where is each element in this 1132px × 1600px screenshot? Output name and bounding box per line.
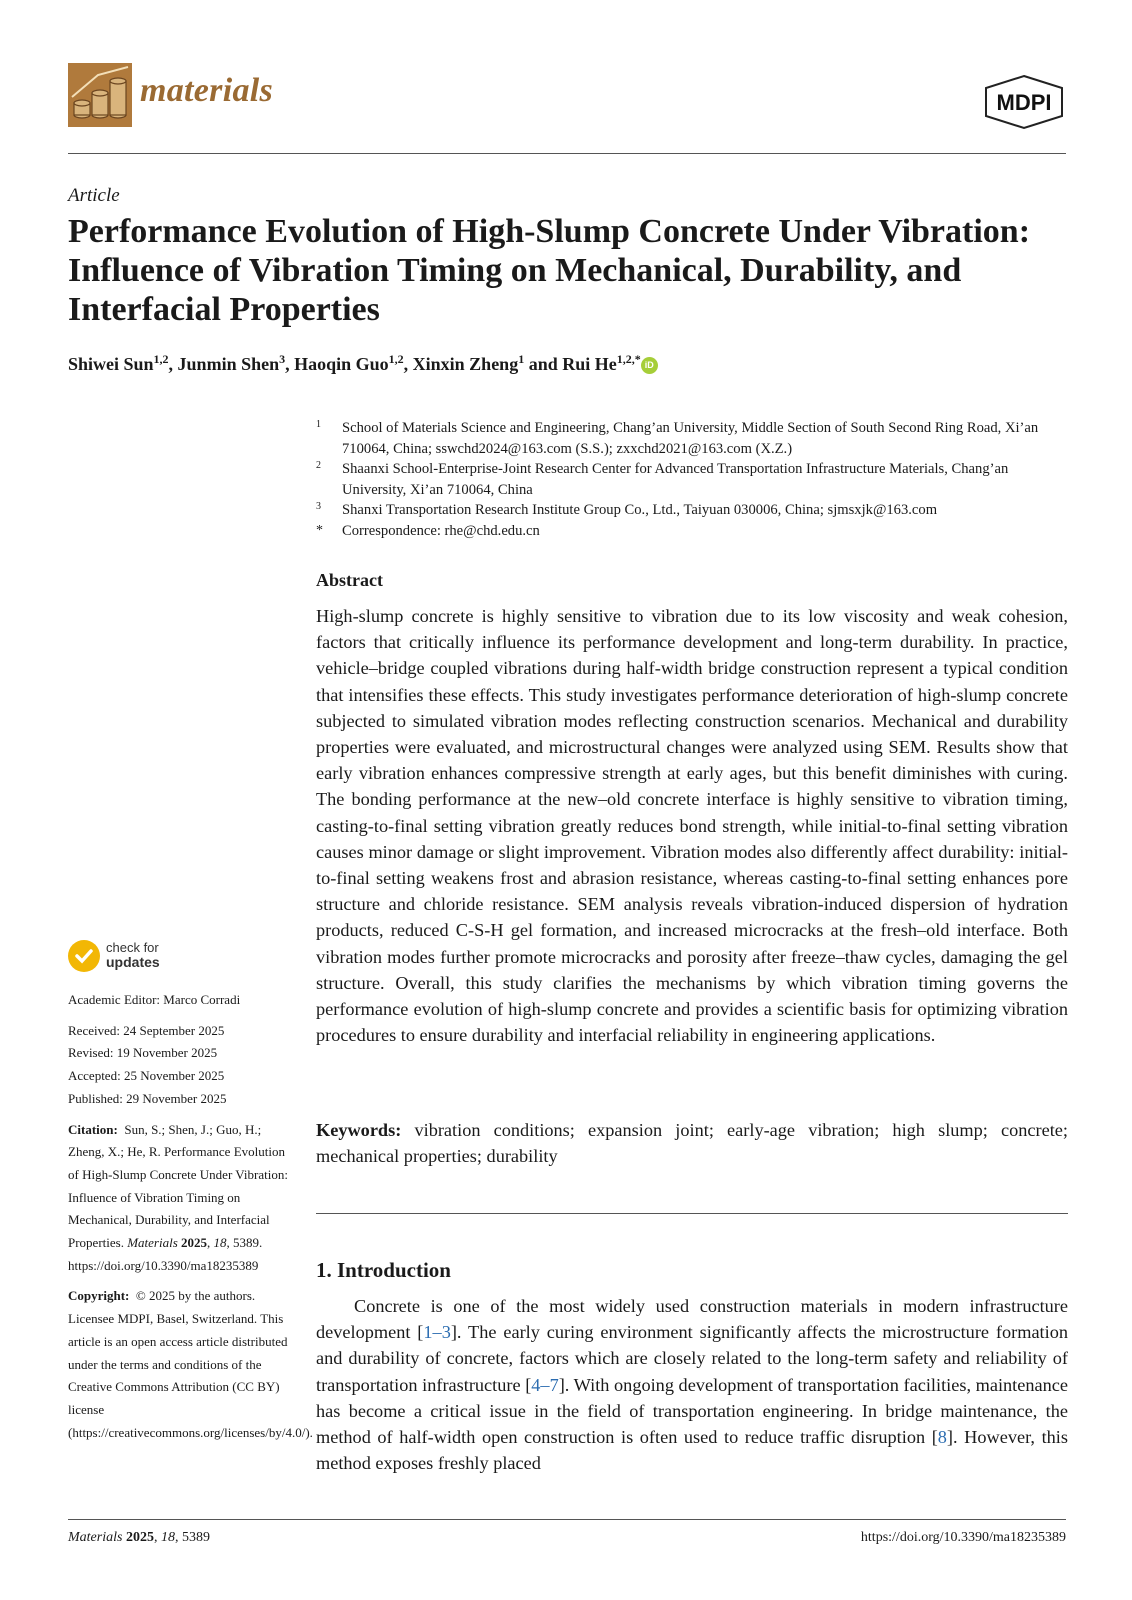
affiliation-number: * <box>316 522 323 538</box>
affiliation-number: 1 <box>316 419 321 430</box>
affiliation-number: 3 <box>316 501 321 512</box>
author-affiliation-marker: 1 <box>518 352 525 366</box>
author-name: Rui He <box>562 354 617 374</box>
reference-link[interactable]: 4–7 <box>531 1374 559 1395</box>
check-updates-icon <box>68 940 100 972</box>
citation-label: Citation: <box>68 1121 118 1137</box>
citation-doi[interactable]: , 5389. https://doi.org/10.3390/ma18235389 <box>68 1235 263 1273</box>
intro-text-segment: ]. However, this method exposes freshly placed <box>316 1427 1068 1474</box>
article-type: Article <box>68 185 120 206</box>
keywords <box>316 1117 1068 1169</box>
footer-article-number: , 5389 <box>174 1530 210 1545</box>
published-date: Published: 29 November 2025 <box>68 1090 227 1106</box>
copyright-label: Copyright: <box>68 1288 130 1304</box>
header-divider <box>68 153 1066 154</box>
citation-journal: Materials <box>127 1235 178 1251</box>
author-separator: , <box>285 354 295 374</box>
mdpi-logo-text: MDPI <box>996 90 1052 115</box>
keywords-text: vibration conditions; expansion joint; early-age vibration; high slump; concrete; mechanical properties; durability <box>316 1120 1068 1167</box>
check-updates-label-bold: updates <box>106 954 160 970</box>
footer-citation: Materials 2025, 18, 5389 <box>68 1530 210 1545</box>
mdpi-logo <box>982 74 1066 130</box>
affiliation-text: Shanxi Transportation Research Institute Group Co., Ltd., Taiyuan 030006, China; sjmsxjk@163.com <box>342 502 938 518</box>
check-for-updates-button[interactable] <box>68 940 198 976</box>
section-heading-introduction: 1. Introduction <box>316 1258 451 1282</box>
citation-year: 2025 <box>181 1235 208 1251</box>
footer-divider <box>68 1519 1066 1520</box>
affiliation-item <box>316 418 1068 459</box>
keywords-divider <box>316 1213 1068 1214</box>
copyright-text: © 2025 by the authors. Licensee MDPI, Basel, Switzerland. This article is an open access article distributed under the terms and conditions of the Creative Commons Attribution (CC BY) license (https://creativecommons.org/licenses/by/4.0/). <box>68 1288 313 1440</box>
author-affiliation-marker: 1,2,* <box>616 352 641 366</box>
check-updates-label: check for <box>106 940 159 955</box>
abstract-text: High-slump concrete is highly sensitive to vibration due to its low viscosity and weak cohesion, factors that critically influence its performance development and long-term durability. In practice, vehicle–bridge coupled vibrations during half-width bridge construction represent a typical condition that intensifies these effects. This study investigates performance deterioration of high-slump concrete subjected to simulated vibration modes reflecting construction scenarios. Mechanical and durability properties were evaluated, and microstructural changes were analyzed using SEM. Results show that early vibration enhances compressive strength at early ages, but this benefit diminishes with curing. The bonding performance at the new–old concrete interface is highly sensitive to vibration timing, casting-to-final setting vibration greatly reduces bond strength, while initial-to-final setting vibration causes minor damage or slight improvement. Vibration modes also differently affect durability: initial-to-final setting weakens frost and abrasion resistance, whereas casting-to-final setting enhances pore structure and chloride resistance. SEM analysis reveals vibration-induced dispersion of hydration products, reduced C-S-H gel formation, and increased microcracks at the fresh–old interface. Both vibration modes further promote microcracks and porosity after freeze–thaw cycles, damaging the gel structure. Overall, this study clarifies the mechanisms by which vibration timing governs the performance evolution of high-slump concrete and provides a scientific basis for optimizing vibration procedures to ensure durability and interfacial reliability in engineering applications. <box>316 606 1068 1046</box>
affiliation-item <box>316 459 1068 500</box>
revised-date: Revised: 19 November 2025 <box>68 1045 218 1061</box>
reference-link[interactable]: 8 <box>937 1427 947 1448</box>
affiliation-number: 2 <box>316 460 321 471</box>
author-affiliation-marker: 1,2 <box>388 352 404 366</box>
footer-volume: 18 <box>160 1530 175 1545</box>
keywords-label: Keywords: <box>316 1120 402 1140</box>
affiliation-text: Shaanxi School-Enterprise-Joint Research Center for Advanced Transportation Infrastructure Materials, Chang’an University, Xi’an 710064, China <box>342 461 1009 498</box>
affiliations <box>316 418 1068 541</box>
citation-volume: 18 <box>213 1235 227 1251</box>
correspondence <box>316 521 1068 542</box>
accepted-date: Accepted: 25 November 2025 <box>68 1068 225 1084</box>
materials-logo-icon <box>68 63 132 127</box>
reference-link[interactable]: 1–3 <box>423 1322 451 1343</box>
intro-text-segment: Concrete is one of the most widely used construction materials in modern infrastructure development [ <box>316 1296 1068 1343</box>
author-separator: , <box>168 354 178 374</box>
journal-name: materials <box>140 72 274 109</box>
affiliation-item <box>316 500 1068 521</box>
author-affiliation-marker: 3 <box>279 352 286 366</box>
author-list <box>68 352 658 375</box>
article-info-sidebar <box>68 989 313 1444</box>
affiliation-text: Correspondence: rhe@chd.edu.cn <box>342 522 540 539</box>
footer-journal: Materials <box>68 1530 123 1545</box>
affiliation-text: School of Materials Science and Engineering, Chang’an University, Middle Section of South Second Ring Road, Xi’an 710064, China; sswchd2024@163.com (S.S.); zxxchd2021@163.com (X.Z.) <box>342 420 1039 457</box>
intro-text-segment: ]. The early curing environment significantly affects the microstructure formation and durability of concrete, factors which are closely related to the long-term safety and reliability of transportation infrastructure [ <box>316 1322 1068 1395</box>
author-name: Junmin Shen <box>177 354 280 374</box>
citation: Citation: Sun, S.; Shen, J.; Guo, H.; Zheng, X.; He, R. Performance Evolution of High-Slump Concrete Under Vibration: Influence of Vibration Timing on Mechanical, Durability, and Interfacial Properties. Materials 2025, 18, 5389. https://doi.org/10.3390/ma18235389 <box>68 1121 288 1273</box>
orcid-icon[interactable]: iD <box>641 357 658 374</box>
author-separator: and <box>524 354 563 374</box>
academic-editor: Academic Editor: Marco Corradi <box>68 992 241 1007</box>
author-name: Shiwei Sun <box>68 354 154 374</box>
author-name: Haoqin Guo <box>294 354 389 374</box>
footer-year: 2025 <box>125 1530 154 1545</box>
abstract-heading: Abstract <box>316 570 383 590</box>
author-affiliation-marker: 1,2 <box>153 352 169 366</box>
copyright <box>68 1285 313 1444</box>
introduction-text <box>316 1293 1068 1476</box>
article-title: Performance Evolution of High-Slump Concrete Under Vibration: Influence of Vibration Timing on Mechanical, Durability, and Interfacial Properties <box>68 213 1031 328</box>
received-date: Received: 24 September 2025 <box>68 1022 225 1038</box>
citation-text: Sun, S.; Shen, J.; Guo, H.; Zheng, X.; He, R. Performance Evolution of High-Slump Concrete Under Vibration: Influence of Vibration Timing on Mechanical, Durability, and Interfacial Properties. <box>68 1121 288 1251</box>
footer-doi-link[interactable]: https://doi.org/10.3390/ma18235389 <box>860 1530 1066 1545</box>
author-name: Xinxin Zheng <box>412 354 519 374</box>
intro-text-segment: ]. With ongoing development of transportation facilities, maintenance has become a critical issue in the field of transportation engineering. In bridge maintenance, the method of half-width open construction is often used to reduce traffic disruption [ <box>316 1374 1068 1448</box>
author-separator: , <box>403 354 413 374</box>
